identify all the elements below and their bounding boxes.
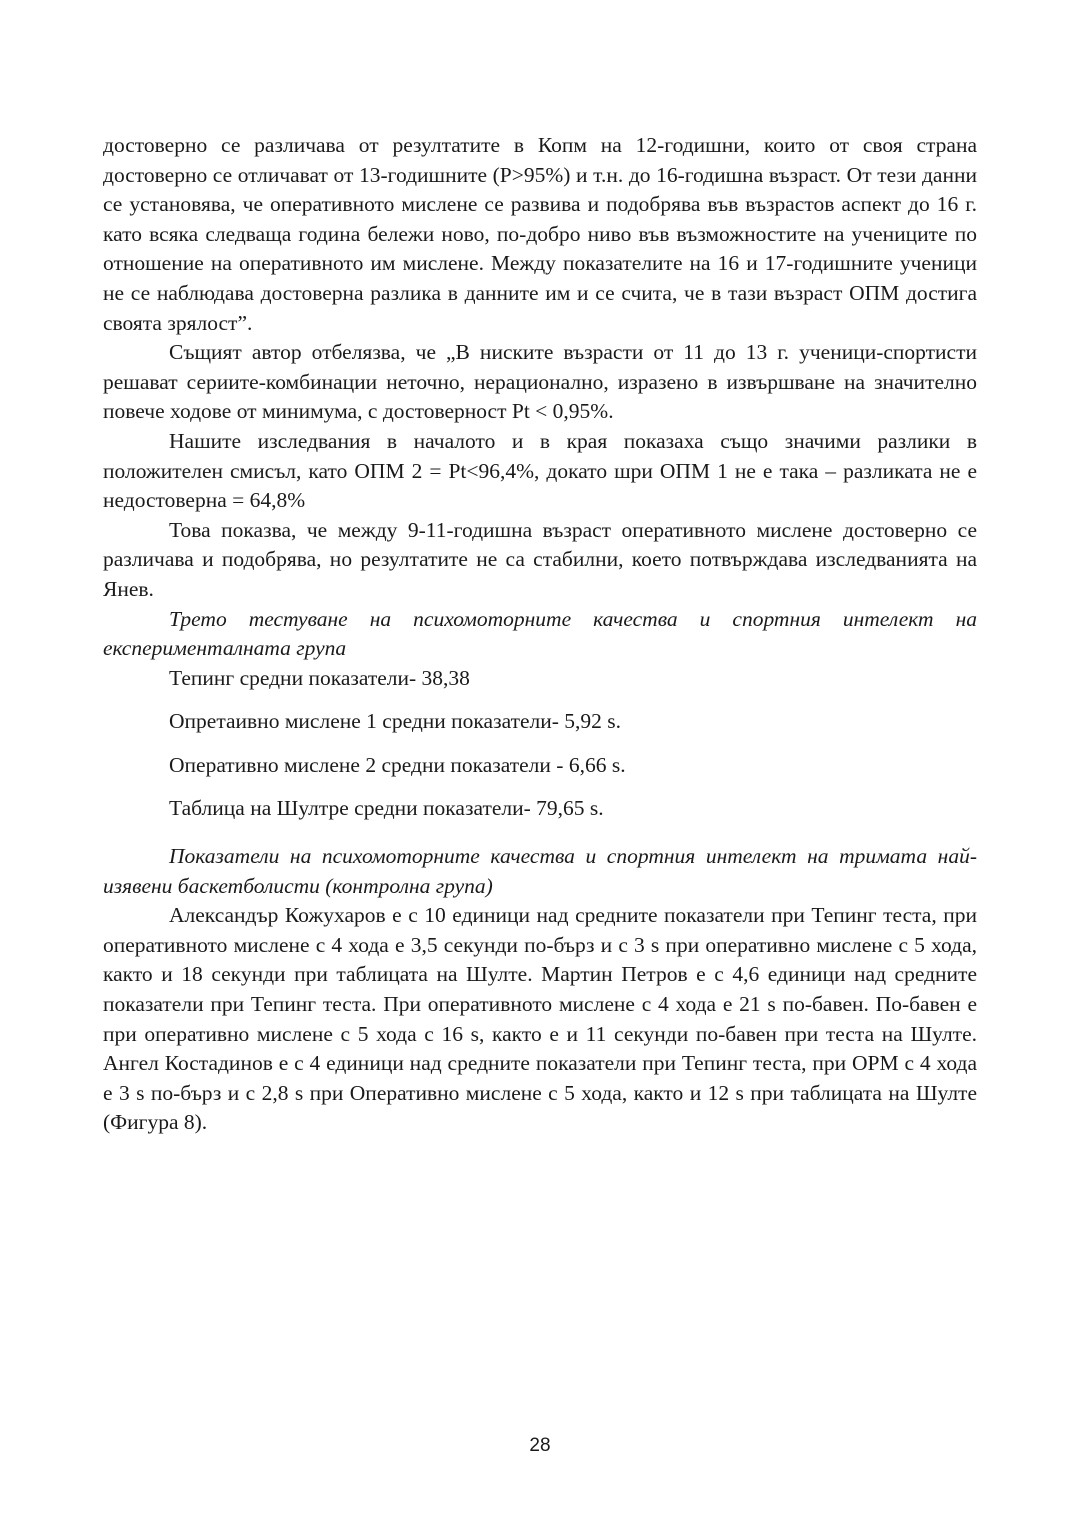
metric-schulte-table: Таблица на Шултре средни показатели- 79,65 s.	[169, 796, 604, 821]
metric-operative-thinking-1: Опретаивно мислене 1 средни показатели- 5,92 s.	[169, 709, 622, 734]
metric-tapping: Тепинг средни показатели- 38,38	[169, 665, 470, 690]
section-heading-third-test: Трето тестуване на психомоторните качества и спортния интелект на експерименталната група	[103, 606, 977, 661]
paragraph-conclusion: Това показва, че между 9-11-годишна възраст оперативното мислене достоверно се различава и подобрява, но резултатите не са стабилни, което потвърждава изследванията на Янев.	[103, 517, 977, 601]
paragraph-continuation: достоверно се различава от резултатите в Копм на 12-годишни, които от своя страна достоверно се отличават от 13-годишните (Р>95%) и т.н. до 16-годишна възраст. От тези данни се установява, че оперативното мислене се развива и подобрява във възрастов аспект до 16 г. като всяка следваща година бележи ново, по-добро ниво във възможностите на учениците по отношение на оперативното им мислене. Между показателите на 16 и 17-годишните ученици не се наблюдава достоверна разлика в данните им и се счита, че в тази възраст ОПМ достига своята зрялост”.	[103, 133, 977, 335]
paragraph-players: Александър Кожухаров е с 10 единици над средните показатели при Тепинг теста, при оперативното мислене с 4 хода е 3,5 секунди по-бърз и с 3 s при оперативно мислене с 5 хода, както и 18 секунди при таблицата на Шулте. Мартин Петров е с 4,6 единици над средните показатели при Тепинг теста. При оперативното мислене с 4 хода е 21 s по-бавен. По-бавен е при оперативно мислене с 5 хода с 16 s, както е и 11 секунди по-бавен при теста на Шулте. Ангел Костадинов е с 4 единици над средните показатели при Тепинг теста, при ОРМ с 4 хода е 3 s по-бърз и с 2,8 s при Оперативно мислене с 5 хода, както и 12 s при таблицата на Шулте (Фигура 8).	[103, 903, 977, 1135]
paragraph-author-note: Същият автор отбелязва, че „В ниските възрасти от 11 до 13 г. ученици-спортисти решават сериите-комбинации неточно, нерационално, изразено в извършване на значително повече ходове от минимума, с достоверност Pt < 0,95%.	[103, 340, 977, 424]
page-number: 28	[529, 1435, 551, 1456]
section-heading-control-group: Показатели на психомоторните качества и спортния интелект на тримата най-изявени баскетболисти (контролна група)	[103, 844, 977, 898]
page-body	[103, 131, 977, 1138]
metric-operative-thinking-2: Оперативно мислене 2 средни показатели - 6,66 s.	[169, 752, 626, 777]
paragraph-our-research: Нашите изследвания в началото и в края показаха също значими разлики в положителен смисъл, като ОПМ 2 = Pt<96,4%, докато шри ОПМ 1 не е така – разликата не е недостоверна = 64,8%	[103, 428, 977, 513]
